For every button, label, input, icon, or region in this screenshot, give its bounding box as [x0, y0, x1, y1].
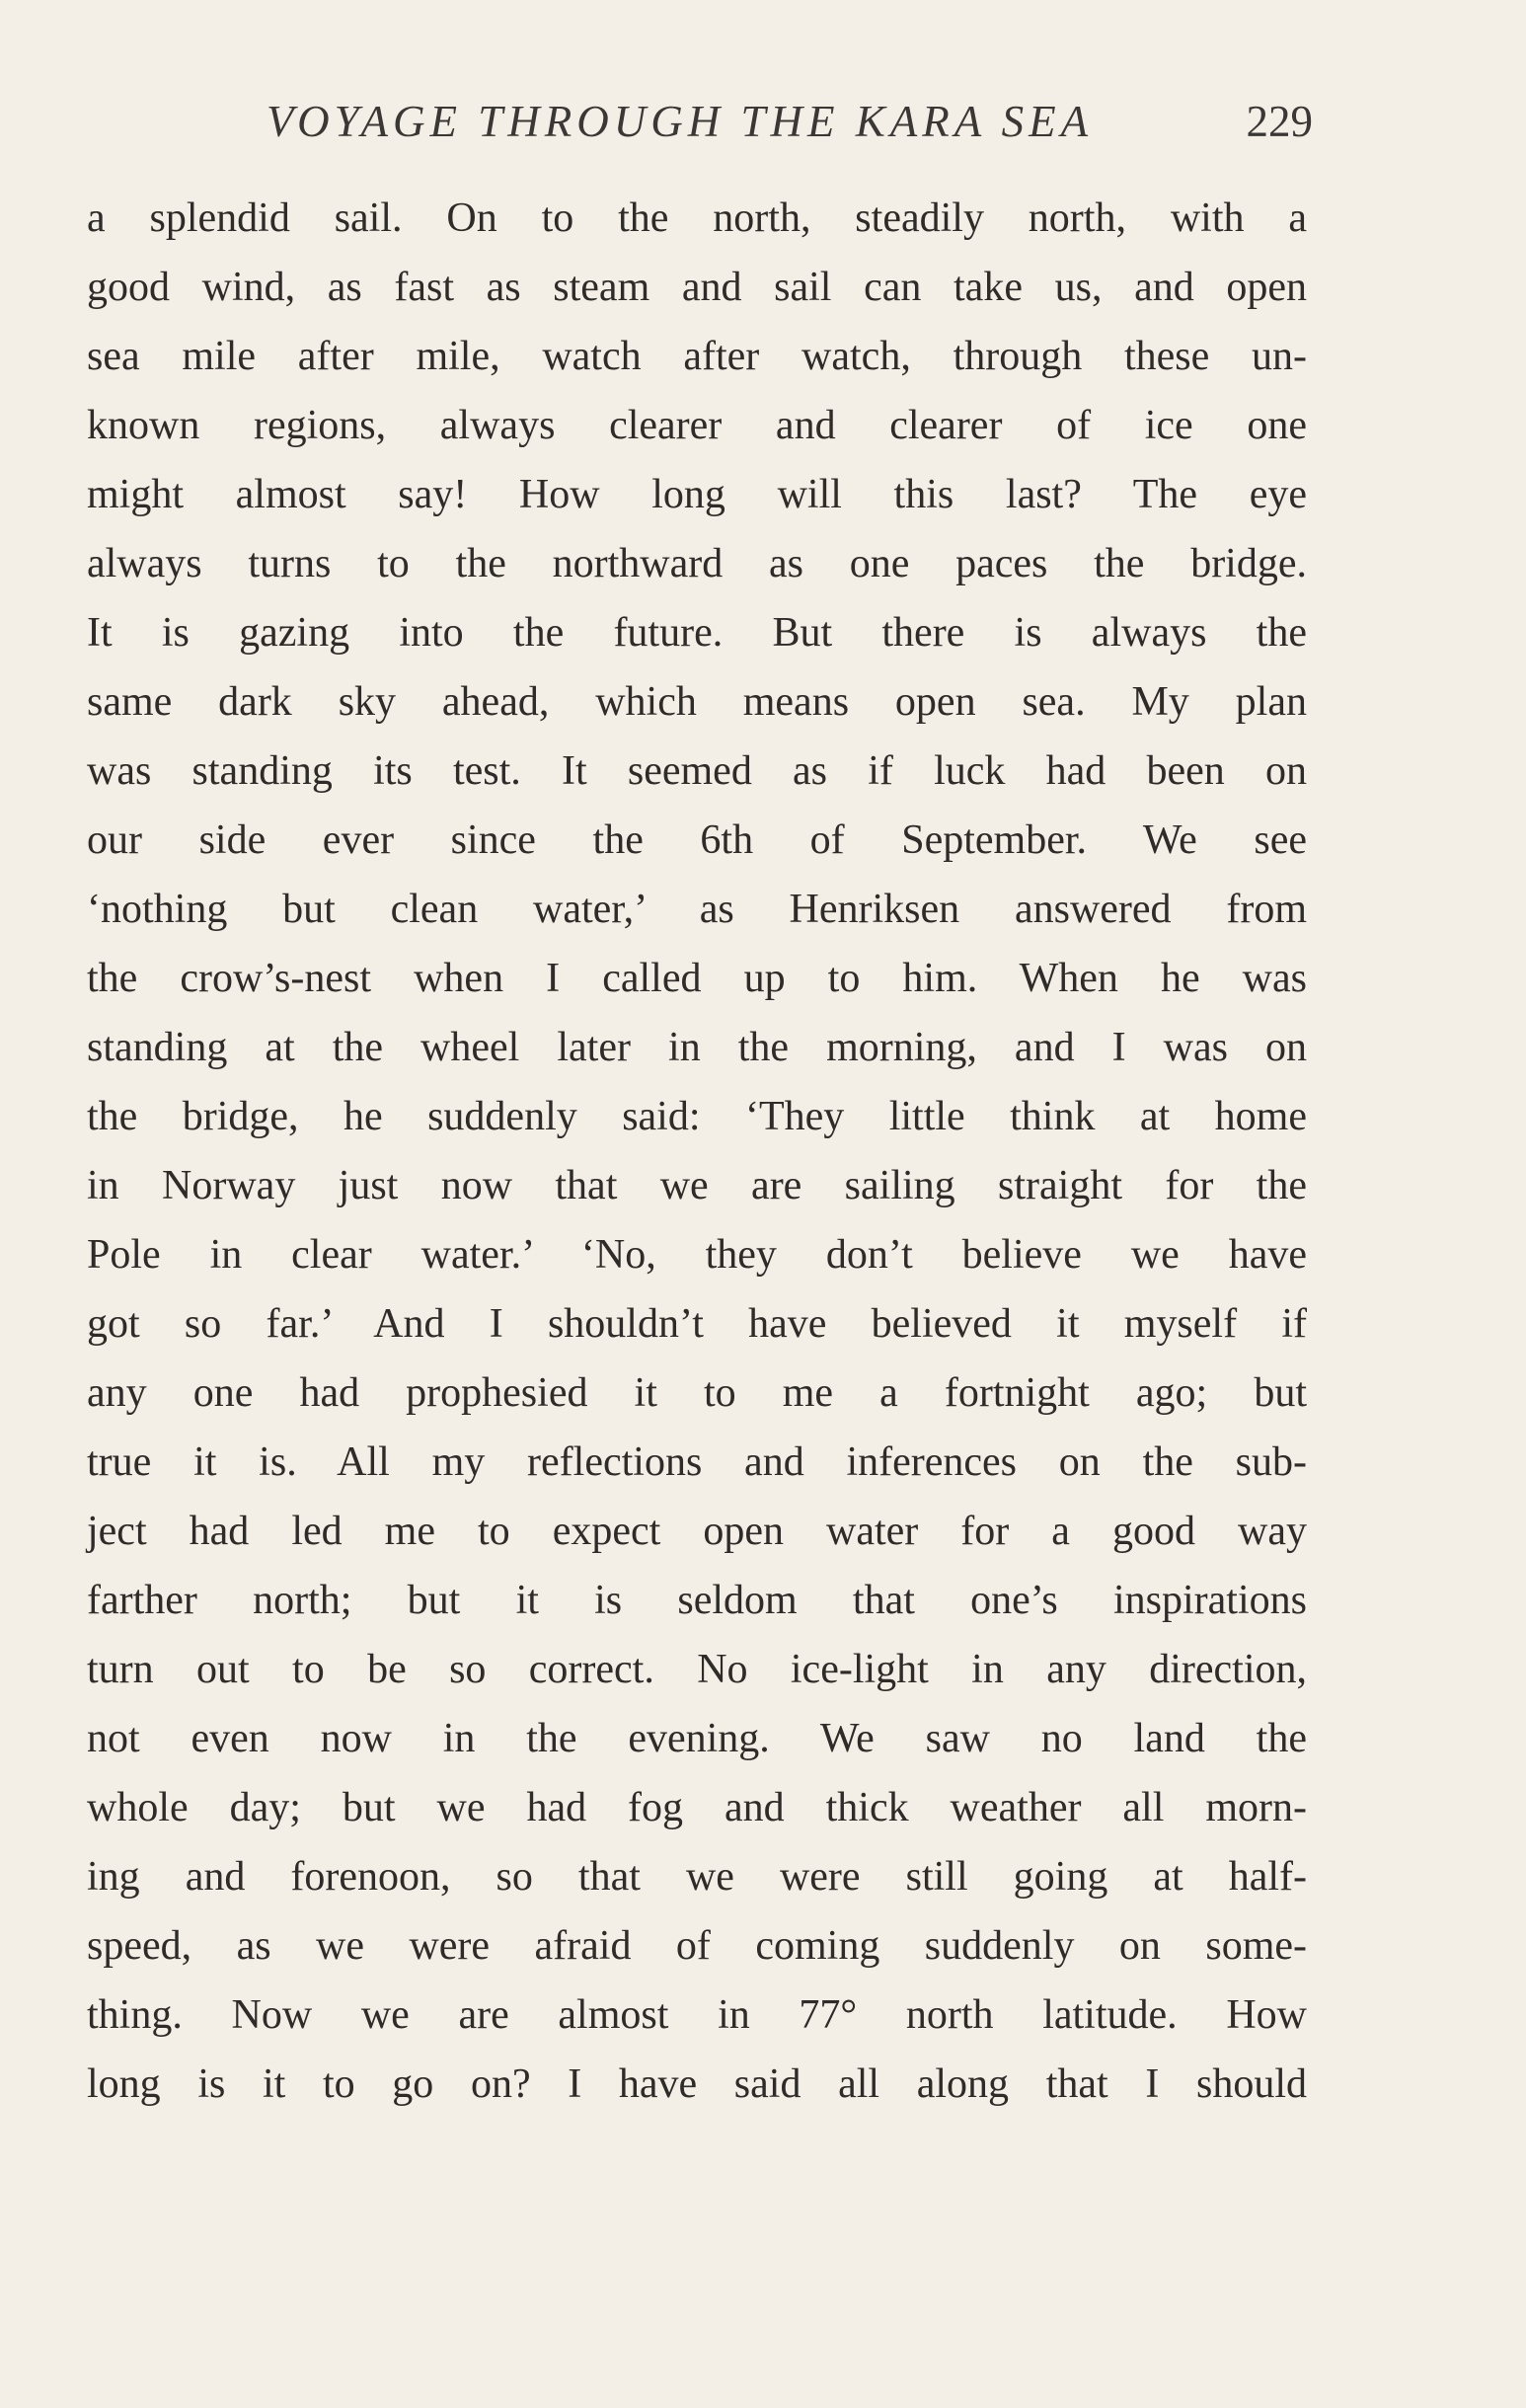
text-line: turn out to be so correct. No ice-light in any direction,	[87, 1647, 1307, 1692]
page-number: 229	[1246, 97, 1313, 146]
text-line: the crow’s-nest when I called up to him. When he was	[87, 956, 1307, 1001]
text-line: got so far.’ And I shouldn’t have believed it myself if	[87, 1301, 1307, 1347]
text-line: might almost say! How long will this last? The eye	[87, 472, 1307, 517]
text-line: farther north; but it is seldom that one’s inspirations	[87, 1578, 1307, 1623]
running-head	[267, 87, 1313, 156]
text-line: true it is. All my reflections and inferences on the sub-	[87, 1439, 1307, 1485]
text-line: a splendid sail. On to the north, steadily north, with a	[87, 195, 1307, 241]
text-line: any one had prophesied it to me a fortnight ago; but	[87, 1370, 1307, 1416]
text-line: thing. Now we are almost in 77° north latitude. How	[87, 1992, 1307, 2038]
text-line: standing at the wheel later in the morning, and I was on	[87, 1025, 1307, 1070]
text-line: long is it to go on? I have said all along that I should	[87, 2061, 1307, 2107]
text-line: known regions, always clearer and clearer of ice one	[87, 403, 1307, 448]
text-line: the bridge, he suddenly said: ‘They little think at home	[87, 1094, 1307, 1139]
body-text	[87, 184, 1307, 2119]
text-line: speed, as we were afraid of coming suddenly on some-	[87, 1923, 1307, 1969]
text-line: ject had led me to expect open water for a good way	[87, 1509, 1307, 1554]
text-line: in Norway just now that we are sailing straight for the	[87, 1163, 1307, 1208]
text-line: always turns to the northward as one paces the bridge.	[87, 541, 1307, 586]
text-line: good wind, as fast as steam and sail can take us, and open	[87, 265, 1307, 310]
text-line: same dark sky ahead, which means open sea. My plan	[87, 679, 1307, 725]
text-line: Pole in clear water.’ ‘No, they don’t believe we have	[87, 1232, 1307, 1278]
text-line: was standing its test. It seemed as if luck had been on	[87, 748, 1307, 794]
text-line: not even now in the evening. We saw no land the	[87, 1716, 1307, 1761]
text-line: It is gazing into the future. But there is always the	[87, 610, 1307, 656]
text-line: ‘nothing but clean water,’ as Henriksen answered from	[87, 887, 1307, 932]
text-line: ing and forenoon, so that we were still going at half-	[87, 1854, 1307, 1900]
text-line: whole day; but we had fog and thick weather all morn-	[87, 1785, 1307, 1830]
text-line: sea mile after mile, watch after watch, through these un-	[87, 334, 1307, 379]
running-title: VOYAGE THROUGH THE KARA SEA	[267, 97, 1094, 146]
text-line: our side ever since the 6th of September. We see	[87, 817, 1307, 863]
